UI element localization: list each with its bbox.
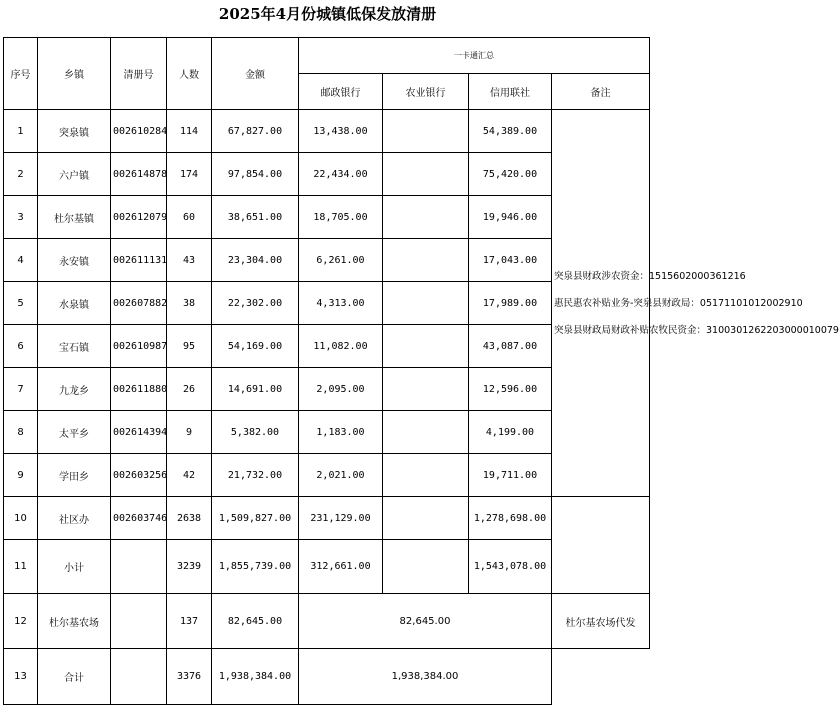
header-postal-bank: 邮政银行 bbox=[299, 74, 383, 110]
cell-credit-union: 1,543,078.00 bbox=[469, 540, 552, 594]
cell-credit-union: 17,043.00 bbox=[469, 239, 552, 282]
cell-township: 六户镇 bbox=[38, 153, 111, 196]
cell-township: 杜尔基镇 bbox=[38, 196, 111, 239]
cell-seq: 7 bbox=[4, 368, 38, 411]
cell-township: 水泉镇 bbox=[38, 282, 111, 325]
cell-label: 小计 bbox=[38, 540, 111, 594]
header-seq: 序号 bbox=[4, 38, 38, 110]
cell-register-no: 002610284 bbox=[111, 110, 167, 153]
cell-agri-bank bbox=[383, 497, 469, 540]
cell-merged-amount: 82,645.00 bbox=[299, 594, 552, 649]
cell-label: 合计 bbox=[38, 649, 111, 705]
header-register-no: 清册号 bbox=[111, 38, 167, 110]
cell-amount: 67,827.00 bbox=[212, 110, 299, 153]
document-title: 2025年4月份城镇低保发放清册 bbox=[218, 5, 437, 23]
cell-amount: 97,854.00 bbox=[212, 153, 299, 196]
cell-amount: 82,645.00 bbox=[212, 594, 299, 649]
cell-credit-union: 12,596.00 bbox=[469, 368, 552, 411]
cell-seq: 9 bbox=[4, 454, 38, 497]
cell-remark: 杜尔基农场代发 bbox=[552, 594, 650, 649]
cell-amount: 1,509,827.00 bbox=[212, 497, 299, 540]
cell-people: 42 bbox=[167, 454, 212, 497]
cell-people: 9 bbox=[167, 411, 212, 454]
cell-agri-bank bbox=[383, 239, 469, 282]
cell-seq: 13 bbox=[4, 649, 38, 705]
cell-postal-bank: 13,438.00 bbox=[299, 110, 383, 153]
payment-table bbox=[3, 37, 839, 705]
cell-credit-union: 4,199.00 bbox=[469, 411, 552, 454]
cell-credit-union: 54,389.00 bbox=[469, 110, 552, 153]
cell-register-no bbox=[111, 540, 167, 594]
cell-label: 杜尔基农场 bbox=[38, 594, 111, 649]
cell-postal-bank: 2,021.00 bbox=[299, 454, 383, 497]
header-agri-bank: 农业银行 bbox=[383, 74, 469, 110]
header-group: 一卡通汇总 bbox=[299, 38, 650, 74]
cell-seq: 12 bbox=[4, 594, 38, 649]
cell-remark bbox=[552, 110, 839, 497]
cell-township: 九龙乡 bbox=[38, 368, 111, 411]
cell-people: 3239 bbox=[167, 540, 212, 594]
cell-postal-bank: 18,705.00 bbox=[299, 196, 383, 239]
cell-postal-bank: 22,434.00 bbox=[299, 153, 383, 196]
remark-paragraph: 突泉县财政局财政补贴农牧民资金：3100301262203000010079 bbox=[554, 324, 839, 336]
cell-register-no: 002607882 bbox=[111, 282, 167, 325]
header-township: 乡镇 bbox=[38, 38, 111, 110]
cell-postal-bank: 231,129.00 bbox=[299, 497, 383, 540]
table-row bbox=[4, 497, 650, 540]
cell-credit-union: 19,711.00 bbox=[469, 454, 552, 497]
cell-people: 3376 bbox=[167, 649, 212, 705]
cell-agri-bank bbox=[383, 282, 469, 325]
cell-merged-amount: 1,938,384.00 bbox=[299, 649, 552, 705]
cell-township: 宝石镇 bbox=[38, 325, 111, 368]
cell-postal-bank: 11,082.00 bbox=[299, 325, 383, 368]
cell-credit-union: 19,946.00 bbox=[469, 196, 552, 239]
cell-amount: 22,302.00 bbox=[212, 282, 299, 325]
cell-postal-bank: 312,661.00 bbox=[299, 540, 383, 594]
cell-postal-bank: 1,183.00 bbox=[299, 411, 383, 454]
cell-people: 114 bbox=[167, 110, 212, 153]
cell-register-no: 002611880 bbox=[111, 368, 167, 411]
cell-people: 95 bbox=[167, 325, 212, 368]
cell-township: 永安镇 bbox=[38, 239, 111, 282]
cell-agri-bank bbox=[383, 540, 469, 594]
cell-township: 学田乡 bbox=[38, 454, 111, 497]
cell-credit-union: 1,278,698.00 bbox=[469, 497, 552, 540]
cell-amount: 23,304.00 bbox=[212, 239, 299, 282]
cell-register-no: 002610987 bbox=[111, 325, 167, 368]
cell-township: 社区办 bbox=[38, 497, 111, 540]
cell-amount: 54,169.00 bbox=[212, 325, 299, 368]
cell-postal-bank: 6,261.00 bbox=[299, 239, 383, 282]
cell-seq: 1 bbox=[4, 110, 38, 153]
cell-amount: 38,651.00 bbox=[212, 196, 299, 239]
cell-register-no: 002611131 bbox=[111, 239, 167, 282]
cell-seq: 5 bbox=[4, 282, 38, 325]
table-row bbox=[4, 110, 650, 153]
cell-amount: 5,382.00 bbox=[212, 411, 299, 454]
cell-postal-bank: 2,095.00 bbox=[299, 368, 383, 411]
cell-seq: 2 bbox=[4, 153, 38, 196]
cell-agri-bank bbox=[383, 411, 469, 454]
cell-amount: 1,938,384.00 bbox=[212, 649, 299, 705]
cell-agri-bank bbox=[383, 325, 469, 368]
cell-people: 38 bbox=[167, 282, 212, 325]
cell-people: 43 bbox=[167, 239, 212, 282]
cell-people: 174 bbox=[167, 153, 212, 196]
farm-row bbox=[4, 594, 650, 649]
cell-people: 60 bbox=[167, 196, 212, 239]
header-amount: 金额 bbox=[212, 38, 299, 110]
cell-register-no bbox=[111, 649, 167, 705]
cell-agri-bank bbox=[383, 153, 469, 196]
cell-township: 突泉镇 bbox=[38, 110, 111, 153]
cell-seq: 10 bbox=[4, 497, 38, 540]
cell-credit-union: 43,087.00 bbox=[469, 325, 552, 368]
cell-seq: 8 bbox=[4, 411, 38, 454]
cell-register-no: 002603256 bbox=[111, 454, 167, 497]
cell-register-no bbox=[111, 594, 167, 649]
cell-register-no: 002612079 bbox=[111, 196, 167, 239]
cell-seq: 6 bbox=[4, 325, 38, 368]
cell-township: 太平乡 bbox=[38, 411, 111, 454]
header-credit-union: 信用联社 bbox=[469, 74, 552, 110]
cell-agri-bank bbox=[383, 110, 469, 153]
cell-credit-union: 17,989.00 bbox=[469, 282, 552, 325]
cell-remark bbox=[552, 497, 650, 594]
cell-amount: 1,855,739.00 bbox=[212, 540, 299, 594]
cell-agri-bank bbox=[383, 196, 469, 239]
header-remark: 备注 bbox=[552, 74, 650, 110]
cell-credit-union: 75,420.00 bbox=[469, 153, 552, 196]
cell-postal-bank: 4,313.00 bbox=[299, 282, 383, 325]
header-people: 人数 bbox=[167, 38, 212, 110]
cell-people: 137 bbox=[167, 594, 212, 649]
cell-register-no: 002614394 bbox=[111, 411, 167, 454]
cell-seq: 4 bbox=[4, 239, 38, 282]
total-row bbox=[4, 649, 650, 705]
remark-paragraph: 惠民惠农补贴业务-突泉县财政局：05171101012002910 bbox=[554, 297, 803, 309]
cell-amount: 21,732.00 bbox=[212, 454, 299, 497]
cell-register-no: 002603746 bbox=[111, 497, 167, 540]
cell-agri-bank bbox=[383, 368, 469, 411]
cell-seq: 3 bbox=[4, 196, 38, 239]
cell-seq: 11 bbox=[4, 540, 38, 594]
header-row-top bbox=[4, 38, 650, 74]
cell-agri-bank bbox=[383, 454, 469, 497]
remark-paragraph: 突泉县财政涉农资金：1515602000361216 bbox=[554, 270, 746, 282]
cell-register-no: 002614878 bbox=[111, 153, 167, 196]
cell-people: 26 bbox=[167, 368, 212, 411]
cell-amount: 14,691.00 bbox=[212, 368, 299, 411]
cell-people: 2638 bbox=[167, 497, 212, 540]
